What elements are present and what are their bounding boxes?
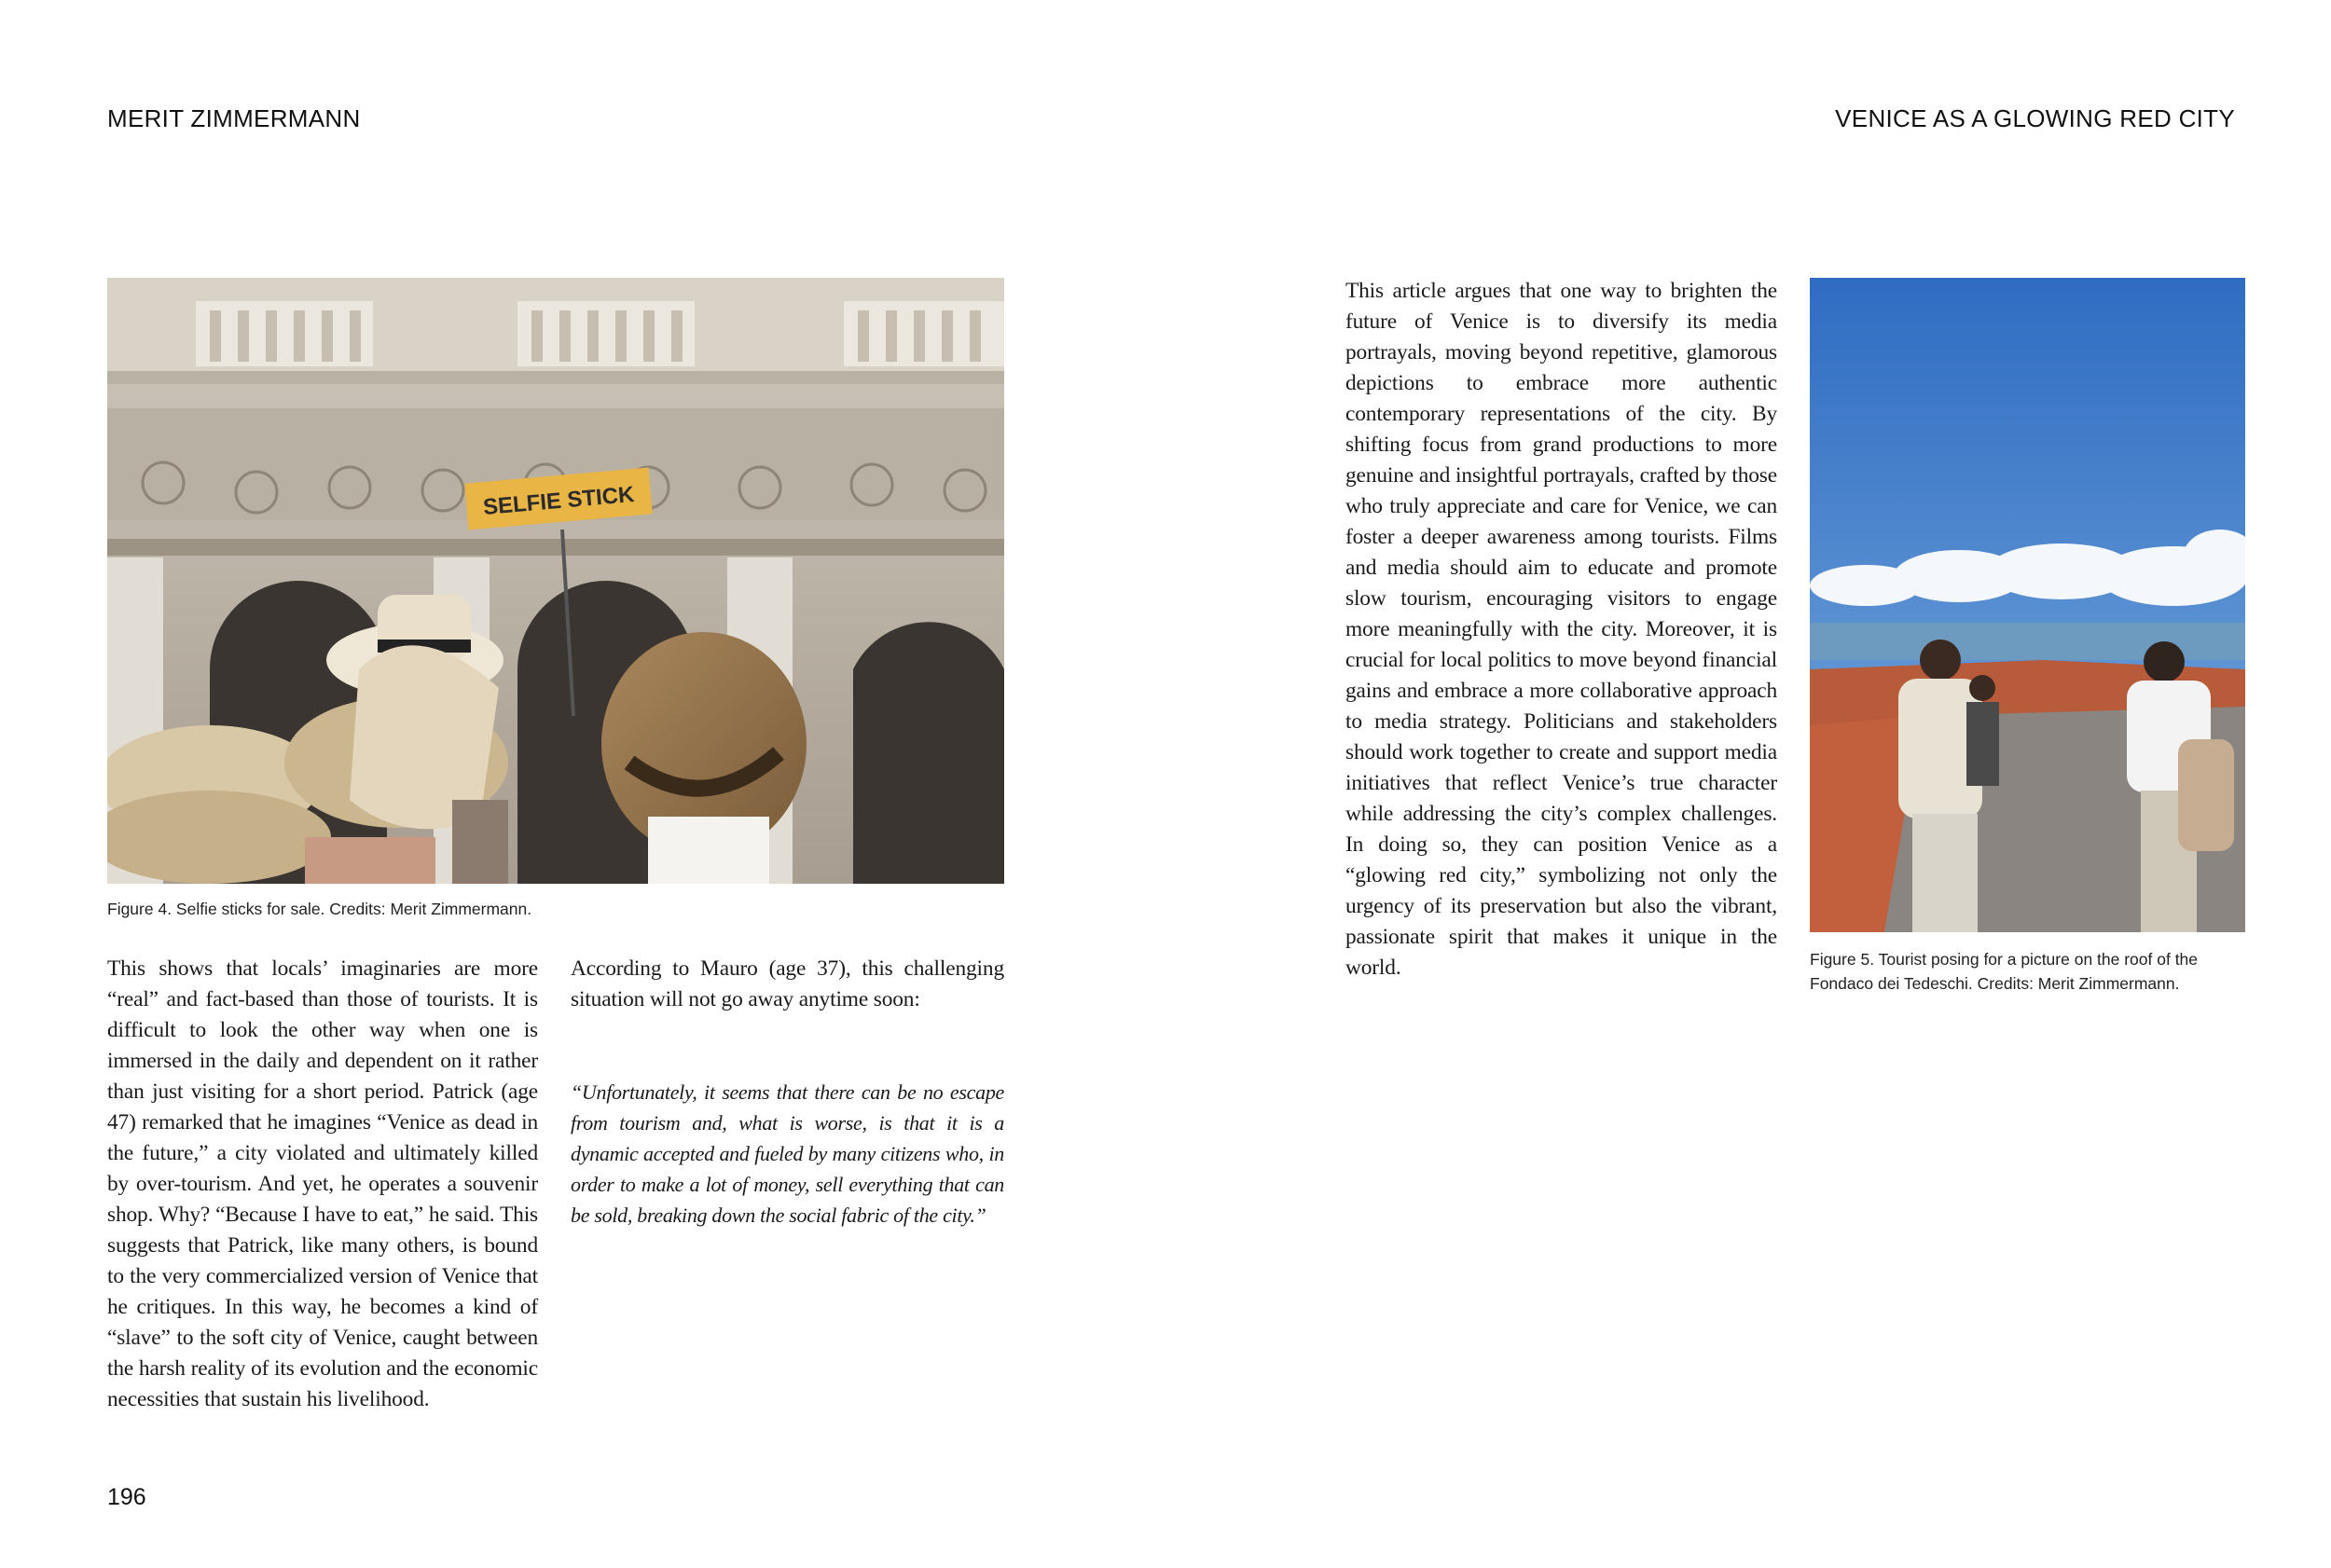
running-head-author: MERIT ZIMMERMANN — [107, 104, 361, 132]
running-head-title: VENICE AS A GLOWING RED CITY — [1835, 104, 2235, 132]
figure-5-photo — [1810, 278, 2245, 932]
right-column-body: This article argues that one way to brighten the future of Venice is to diversify its media portrayals, moving beyond repetitive, glamorous depictions to embrace more authentic contemporary representations of the city. By shifting focus from grand productions to more genuine and insightful portrayals, crafted by those who truly appreciate and care for Venice, we can foster a deeper awareness among tourists. Films and media should aim to educate and promote slow tourism, encouraging visitors to engage more meaningfully with the city. Moreover, it is crucial for local politics to move beyond financial gains and embrace a more collaborative approach to media strategy. Politicians and stakeholders should work together to create and support media initiatives that reflect Venice’s true character while addressing the city’s complex challenges. In doing so, they can position Venice as a “glowing red city,” symbolizing not only the urgency of its preservation but also the vibrant, passionate spirit that makes it unique in the world. — [1345, 279, 1777, 980]
figure-5-caption: Figure 5. Tourist posing for a picture on the roof of the Fondaco dei Tedeschi. Credits: Merit Zimmermann. — [1810, 950, 2199, 993]
figure-4-photo — [107, 278, 1004, 884]
left-column-1: This shows that locals’ imaginaries are more “real” and fact-based than those of tourists. It is difficult to look the other way when one is immersed in the daily and dependent on it rather than just visiting for a short period. Patrick (age 47) remarked that he imagines “Venice as dead in the future,” a city violated and ultimately killed by over-tourism. And yet, he operates a souvenir shop. Why? “Because I have to eat,” he said. This suggests that Patrick, like many others, is bound to the very commercialized version of Venice that he critiques. In this way, he becomes a kind of “slave” to the soft city of Venice, caught between the harsh reality of its evolution and the economic necessities that sustain his livelihood. — [107, 956, 538, 1411]
page-number: 196 — [107, 1484, 146, 1510]
figure-4-caption: Figure 4. Selfie sticks for sale. Credits: Merit Zimmermann. — [107, 900, 532, 918]
mauro-quote: “Unfortunately, it seems that there can be no escape from tourism and, what is worse, is that it is a dynamic accepted and fueled by many citizens who, in order to make a lot of money, sell everything that can be sold, breaking down the social fabric of the city.” — [571, 1080, 1004, 1227]
left-column-2-intro: According to Mauro (age 37), this challenging situation will not go away anytime soon: — [571, 956, 1004, 1011]
selfie-stick-sign: SELFIE STICK — [482, 481, 636, 521]
